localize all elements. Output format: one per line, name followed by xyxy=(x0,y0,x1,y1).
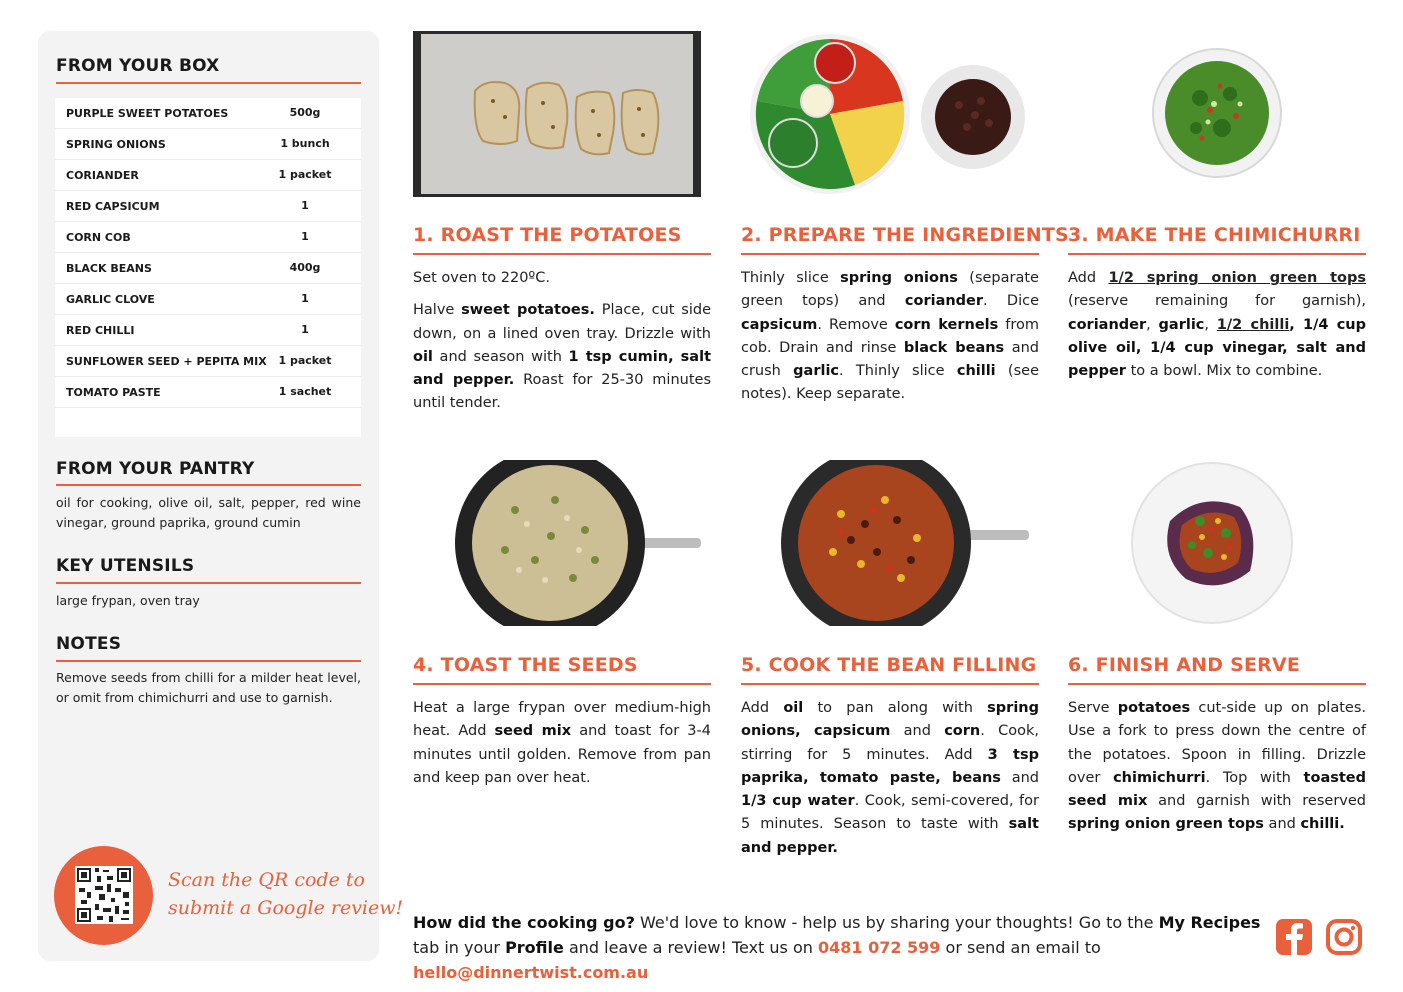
ingredient-qty: 1 xyxy=(301,292,309,305)
ingredient-name: CORN COB xyxy=(66,231,131,244)
email-link[interactable]: hello@dinnertwist.com.au xyxy=(413,963,649,982)
step-6-para: Serve potatoes cut-side up on plates. Use a fork to press down the centre of the potatoes. Spoon in filling. Drizzle over chimichurri. Top with toasted seed mix and garnish with reserved spring onion green tops and chilli. xyxy=(1068,700,1367,833)
step-1-para-1: Set oven to 220ºC. xyxy=(413,270,550,286)
step-6-rule xyxy=(1068,683,1366,685)
ingredient-qty: 1 sachet xyxy=(278,385,332,398)
step-4-rule xyxy=(413,683,711,685)
ingredient-qty: 1 bunch xyxy=(280,137,330,150)
step-4-photo xyxy=(455,460,701,626)
step-2-photo xyxy=(745,31,1035,197)
step-3-rule xyxy=(1068,253,1366,255)
ingredient-qty: 1 xyxy=(301,199,309,212)
table-row xyxy=(55,284,361,315)
qr-caption-line2: submit a Google review! xyxy=(168,897,404,919)
footer-review-message: How did the cooking go? We'd love to know - help us by sharing your thoughts! Go to the My Recipes tab in your Profile and leave a review! Text us on 0481 072 599 or send an email to hello@dinnertwist.com.au xyxy=(413,913,1261,982)
table-row xyxy=(55,160,361,191)
notes-text: Remove seeds from chilli for a milder heat level, or omit from chimichurri and use to garnish. xyxy=(56,670,361,705)
step-6-photo xyxy=(1130,461,1294,625)
ingredient-qty: 1 xyxy=(301,323,309,336)
table-row xyxy=(55,222,361,253)
step-1-photo xyxy=(413,31,701,197)
qr-code-icon xyxy=(75,866,133,924)
ingredient-name: PURPLE SWEET POTATOES xyxy=(66,107,229,120)
ingredient-name: GARLIC CLOVE xyxy=(66,293,155,306)
ingredient-qty: 1 packet xyxy=(278,354,332,367)
ingredient-qty: 500g xyxy=(289,106,321,119)
step-2-body xyxy=(741,267,1039,416)
ingredient-name: SPRING ONIONS xyxy=(66,138,166,151)
ingredient-name: BLACK BEANS xyxy=(66,262,152,275)
utensils-heading: KEY UTENSILS xyxy=(56,556,195,576)
notes-heading: NOTES xyxy=(56,634,122,654)
step-3-title: 3. MAKE THE CHIMICHURRI xyxy=(1068,224,1361,246)
sidebar xyxy=(38,31,404,961)
step-4-title: 4. TOAST THE SEEDS xyxy=(413,654,638,676)
box-ingredients-table xyxy=(55,98,361,437)
ingredient-name: RED CHILLI xyxy=(66,324,135,337)
ingredient-qty: 400g xyxy=(289,261,321,274)
qr-caption-line1: Scan the QR code to xyxy=(168,869,365,891)
step-3-body xyxy=(1068,267,1366,392)
ingredient-name: RED CAPSICUM xyxy=(66,200,160,213)
step-4-para: Heat a large frypan over medium-high heat. Add seed mix and toast for 3-4 minutes until golden. Remove from pan and keep pan over heat. xyxy=(413,700,711,786)
ingredient-name: SUNFLOWER SEED + PEPITA MIX xyxy=(66,355,267,368)
ingredient-qty: 1 xyxy=(301,230,309,243)
table-row xyxy=(55,129,361,160)
step-5-photo xyxy=(781,460,1031,626)
facebook-icon[interactable] xyxy=(1275,918,1313,956)
step-2-title: 2. PREPARE THE INGREDIENTS xyxy=(741,224,1069,246)
table-row xyxy=(55,377,361,408)
step-3-photo xyxy=(1150,46,1284,180)
step-3-para: Add 1/2 spring onion green tops (reserve remaining for garnish), coriander, garlic, 1/2 chilli, 1/4 cup olive oil, 1/4 cup vinegar, salt and pepper to a bowl. Mix to combine. xyxy=(1068,270,1367,380)
utensils-heading-rule xyxy=(56,582,361,584)
step-4-body xyxy=(413,697,711,799)
box-heading: FROM YOUR BOX xyxy=(56,56,220,76)
table-row xyxy=(55,346,361,377)
step-1-para-2: Halve sweet potatoes. Place, cut side down, on a lined oven tray. Drizzle with oil and season with 1 tsp cumin, salt and pepper. Roast for 25-30 minutes until tender. xyxy=(413,302,712,412)
step-1-rule xyxy=(413,253,711,255)
table-row xyxy=(55,253,361,284)
pantry-heading: FROM YOUR PANTRY xyxy=(56,459,255,479)
utensils-text: large frypan, oven tray xyxy=(56,593,200,608)
step-5-body xyxy=(741,697,1039,869)
step-6-body xyxy=(1068,697,1366,846)
notes-heading-rule xyxy=(56,660,361,662)
qr-code-badge[interactable] xyxy=(54,846,153,945)
step-5-para: Add oil to pan along with spring onions, capsicum and corn. Cook, stirring for 5 minutes. Add 3 tsp paprika, tomato paste, beans and 1/3 cup water. Cook, semi-covered, for 5 minutes. Season to taste with salt and pepper. xyxy=(741,700,1039,856)
pantry-text: oil for cooking, olive oil, salt, pepper, red wine vinegar, ground paprika, ground cumin xyxy=(56,495,361,530)
step-5-rule xyxy=(741,683,1039,685)
table-row xyxy=(55,98,361,129)
table-row xyxy=(55,315,361,346)
table-row xyxy=(55,191,361,222)
ingredient-name: CORIANDER xyxy=(66,169,139,182)
ingredient-qty: 1 packet xyxy=(278,168,332,181)
step-2-para: Thinly slice spring onions (separate green tops) and coriander. Dice capsicum. Remove corn kernels from cob. Drain and rinse black beans and crush garlic. Thinly slice chilli (see notes). Keep separate. xyxy=(741,270,1040,403)
pantry-heading-rule xyxy=(56,484,361,486)
step-2-rule xyxy=(741,253,1039,255)
step-1-title: 1. ROAST THE POTATOES xyxy=(413,224,682,246)
ingredient-name: TOMATO PASTE xyxy=(66,386,161,399)
phone-link[interactable]: 0481 072 599 xyxy=(817,938,941,957)
step-5-title: 5. COOK THE BEAN FILLING xyxy=(741,654,1037,676)
box-heading-rule xyxy=(56,82,361,84)
instagram-icon[interactable] xyxy=(1325,918,1363,956)
step-6-title: 6. FINISH AND SERVE xyxy=(1068,654,1301,676)
step-1-body xyxy=(413,267,711,425)
